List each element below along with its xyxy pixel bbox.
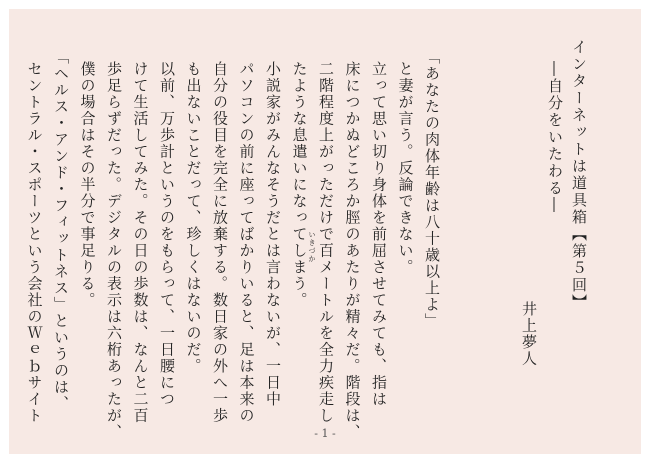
body-line: 以前、万歩計というのをもらって、一日腰につ (158, 61, 176, 408)
page-number: - 1 - (314, 427, 336, 440)
body-line: たような息遣いになってしまう。 (290, 61, 309, 309)
body-line: と妻が言う。反論できない。 (396, 61, 415, 276)
article-subtitle: ―自分をいたわる― (546, 61, 564, 214)
body-line: 「ヘルス・アンド・フィットネス」というのは、 (52, 49, 70, 412)
document-page (9, 9, 641, 454)
body-line: 二階程度上がっただけで百メートルを全力疾走し (317, 61, 335, 424)
author-name: 井上夢人 (520, 301, 538, 367)
body-line: も出ないことだって、珍しくはないのだ。 (184, 61, 203, 375)
body-line: 「あなたの肉体年齢は八十歳以上よ」 (423, 49, 441, 330)
body-line: パソコンの前に座ってばかりいると、足は本来の (237, 61, 256, 424)
body-line: 歩足らずだった。デジタルの表示は六桁あったが、 (105, 61, 123, 441)
body-line: セントラル・スポーツという会社のＷｅｂサイト (25, 61, 44, 424)
body-line: 自分の役目を完全に放棄する。数日家の外へ一歩 (211, 61, 229, 424)
body-line: けて生活してみた。その日の歩数は、なんと二百 (131, 61, 150, 424)
body-line: 床につかぬどころか脛のあたりが精々だ。階段は、 (343, 61, 362, 441)
ruby-annotation: いきづか (308, 231, 316, 263)
body-line: 立って思い切り身体を前屈させてみても、指は (370, 61, 388, 408)
article-title: インターネットは道具箱【第５回】 (570, 39, 588, 311)
body-line: 僕の場合はその半分で事足りる。 (78, 61, 97, 309)
body-line: 小説家がみんなそうだとは言わないが、一日中 (264, 61, 282, 408)
